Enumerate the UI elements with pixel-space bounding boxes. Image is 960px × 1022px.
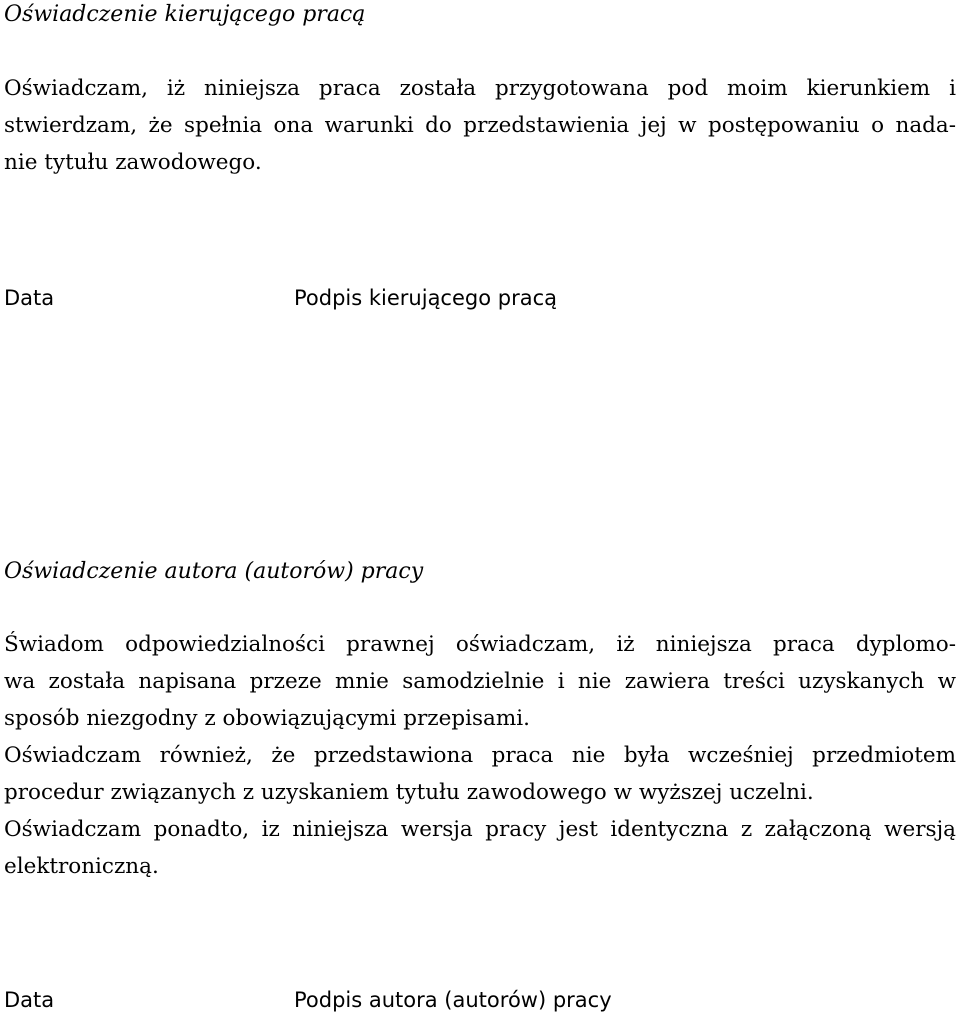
statement-line: Świadom odpowiedzialności prawnej oświadczam, iż niniejsza praca dyplomo-	[4, 632, 956, 657]
supervisor-signature-label: Podpis kierującego pracą	[294, 286, 558, 310]
statement-line: Oświadczam, iż niniejsza praca została przygotowana pod moim kierunkiem i	[4, 76, 956, 101]
statement-line: procedur związanych z uzyskaniem tytułu zawodowego w wyższej uczelni.	[4, 780, 814, 805]
supervisor-date-label: Data	[4, 286, 55, 310]
author-date-label: Data	[4, 988, 55, 1012]
statement-line: elektroniczną.	[4, 854, 159, 879]
statement-line: stwierdzam, że spełnia ona warunki do przedstawienia jej w postępowaniu o nada-	[4, 113, 956, 138]
statement-line: nie tytułu zawodowego.	[4, 150, 262, 175]
author-statement-body	[4, 626, 956, 885]
author-statement-heading: Oświadczenie autora (autorów) pracy	[4, 559, 424, 584]
author-signature-label: Podpis autora (autorów) pracy	[294, 988, 612, 1012]
statement-line: Oświadczam również, że przedstawiona praca nie była wcześniej przedmiotem	[4, 743, 956, 768]
statement-line: wa została napisana przeze mnie samodzielnie i nie zawiera treści uzyskanych w	[4, 669, 956, 694]
supervisor-statement-body	[4, 70, 956, 181]
statement-line: sposób niezgodny z obowiązującymi przepisami.	[4, 706, 530, 731]
statement-line: Oświadczam ponadto, iz niniejsza wersja pracy jest identyczna z załączoną wersją	[4, 817, 956, 842]
supervisor-statement-heading: Oświadczenie kierującego pracą	[4, 2, 366, 27]
